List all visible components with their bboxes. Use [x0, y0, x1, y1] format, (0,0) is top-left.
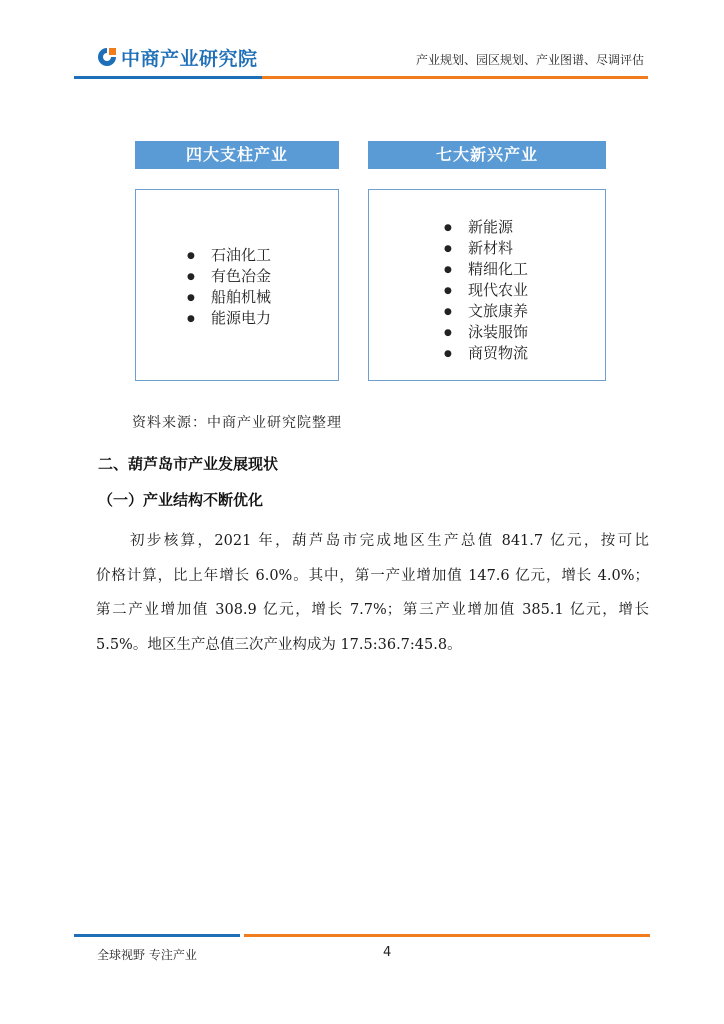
- paragraph-line: 第二产业增加值 308.9 亿元，增长 7.7%；第三产业增加值 385.1 亿元，增长: [96, 602, 649, 618]
- footer-rule-orange: [244, 934, 650, 937]
- list-item: ● 泳装服饰: [444, 323, 529, 341]
- logo-text: 中商产业研究院: [121, 47, 258, 70]
- pillar-industries-list: [187, 245, 271, 329]
- paragraph-line: 价格计算，比上年增长 6.0%。其中，第一产业增加值 147.6 亿元，增长 4.0%；: [96, 567, 649, 584]
- footer-rule-blue: [74, 934, 240, 937]
- bullet-dot-icon: ●: [444, 307, 452, 317]
- logo-mark-icon: [96, 46, 118, 68]
- bullet-dot-icon: ●: [187, 272, 195, 282]
- header-rule-orange: [262, 76, 648, 79]
- subsection-title: （一）产业结构不断优化: [98, 491, 264, 509]
- emerging-industries-list: [444, 217, 528, 364]
- list-item: ● 现代农业: [444, 281, 529, 299]
- paragraph-line: 5.5%。地区生产总值三次产业构成为 17.5:36.7:45.8。: [96, 636, 462, 653]
- bullet-dot-icon: ●: [444, 286, 452, 296]
- footer-slogan: 全球视野 专注产业: [97, 948, 197, 962]
- list-item: ● 文旅康养: [444, 302, 529, 320]
- bullet-dot-icon: ●: [187, 314, 195, 324]
- section-title: 二、葫芦岛市产业发展现状: [98, 455, 279, 473]
- bullet-dot-icon: ●: [444, 244, 452, 254]
- list-item: ● 船舶机械: [187, 288, 272, 306]
- bullet-dot-icon: ●: [444, 223, 452, 233]
- list-item: ● 石油化工: [187, 246, 272, 264]
- pillar-industries-box: [135, 189, 339, 381]
- list-item: ● 能源电力: [187, 309, 272, 327]
- bullet-dot-icon: ●: [187, 251, 195, 261]
- list-item: ● 新能源: [444, 218, 514, 236]
- bullet-dot-icon: ●: [444, 349, 452, 359]
- company-logo: [96, 44, 258, 70]
- list-item: ● 新材料: [444, 239, 514, 257]
- header-rule-blue: [74, 76, 262, 79]
- bullet-dot-icon: ●: [444, 328, 452, 338]
- emerging-industries-box: [368, 189, 606, 381]
- list-item: ● 有色冶金: [187, 267, 272, 285]
- emerging-industries-header: 七大新兴产业: [368, 141, 606, 169]
- list-item: ● 商贸物流: [444, 344, 529, 362]
- header-tagline: 产业规划、园区规划、产业图谱、尽调评估: [415, 53, 644, 67]
- bullet-dot-icon: ●: [187, 293, 195, 303]
- source-note: 资料来源：中商产业研究院整理: [132, 415, 342, 431]
- paragraph-line: 初步核算，2021 年，葫芦岛市完成地区生产总值 841.7 亿元，按可比: [130, 533, 649, 549]
- page-number: 4: [383, 945, 392, 960]
- body-paragraph: [96, 524, 649, 662]
- pillar-industries-header: 四大支柱产业: [135, 141, 339, 169]
- bullet-dot-icon: ●: [444, 265, 452, 275]
- list-item: ● 精细化工: [444, 260, 529, 278]
